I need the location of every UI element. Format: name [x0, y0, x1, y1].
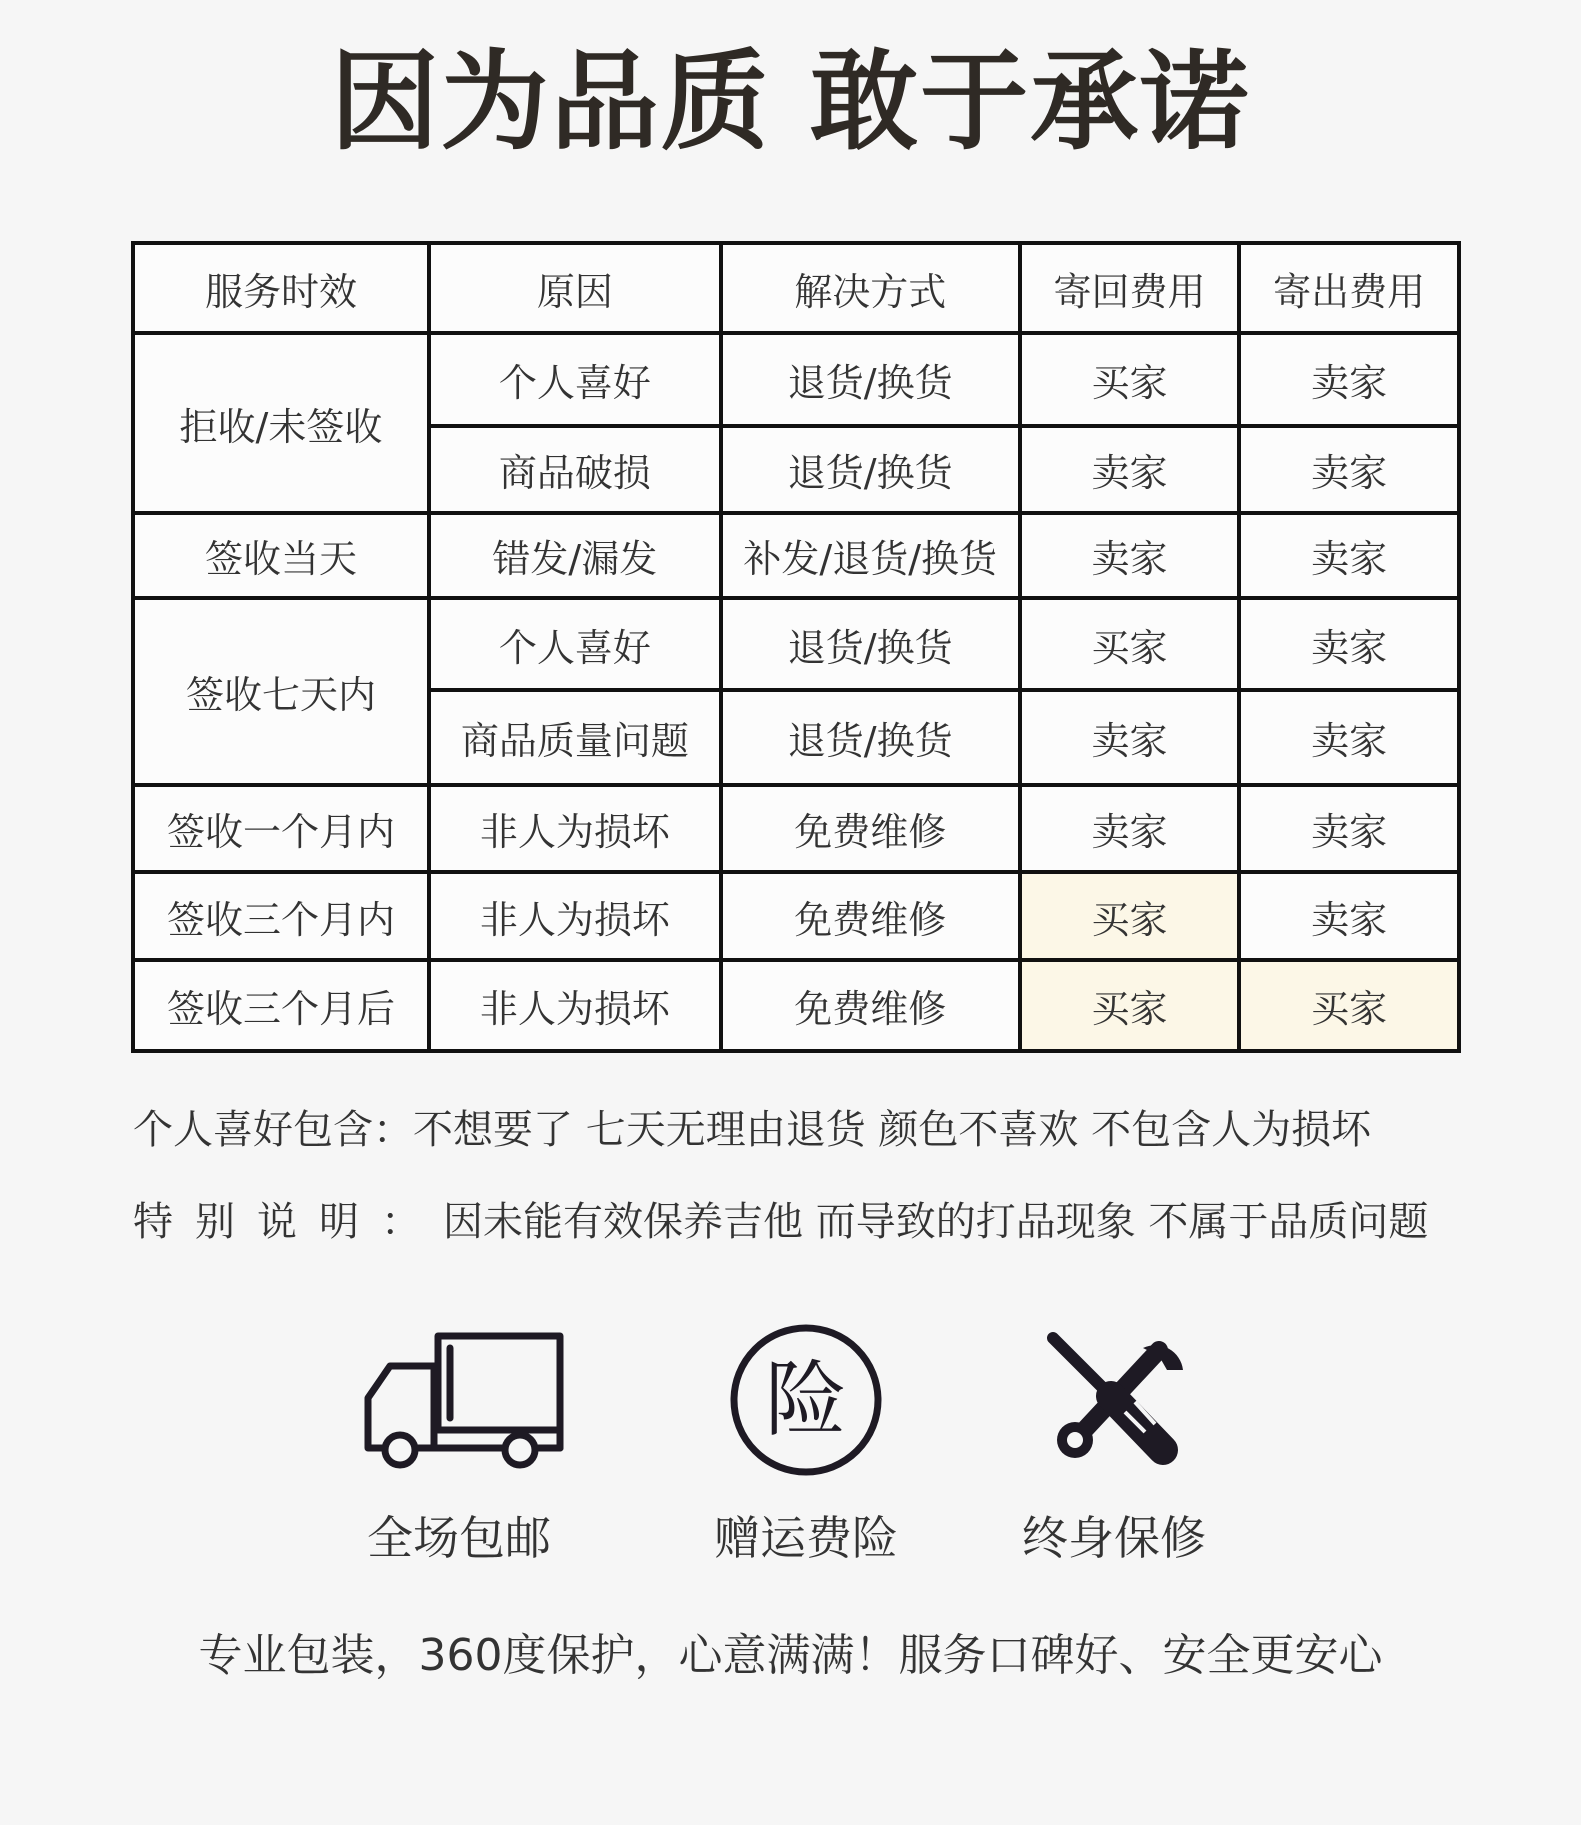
header-reason: 原因 — [429, 243, 721, 333]
feature-label: 终身保修 — [1022, 1511, 1206, 1565]
reason-cell: 错发/漏发 — [429, 513, 721, 598]
reason-cell: 非人为损坏 — [429, 960, 721, 1051]
reason-cell: 个人喜好 — [429, 333, 721, 426]
send-fee-cell-highlighted: 买家 — [1239, 960, 1459, 1051]
period-cell: 签收三个月内 — [133, 872, 429, 960]
special-note-text: 因未能有效保养吉他 而导致的打品现象 不属于品质问题 — [443, 1199, 1429, 1245]
table-row — [133, 872, 1459, 960]
header-send-fee: 寄出费用 — [1239, 243, 1459, 333]
period-cell: 拒收/未签收 — [133, 333, 429, 513]
feature-shipping-insurance — [656, 1320, 956, 1566]
solution-cell: 退货/换货 — [721, 333, 1020, 426]
header-period: 服务时效 — [133, 243, 429, 333]
send-fee-cell: 卖家 — [1239, 513, 1459, 598]
header-return-fee: 寄回费用 — [1020, 243, 1240, 333]
personal-preference-note: 个人喜好包含：不想要了 七天无理由退货 颜色不喜欢 不包含人为损坏 — [133, 1107, 1372, 1153]
reason-cell: 个人喜好 — [429, 598, 721, 690]
service-policy-table — [131, 241, 1461, 1053]
insurance-icon — [656, 1320, 956, 1480]
solution-cell: 退货/换货 — [721, 690, 1020, 785]
return-fee-cell: 买家 — [1020, 333, 1240, 426]
special-note — [133, 1197, 1428, 1247]
feature-free-shipping — [309, 1320, 609, 1566]
send-fee-cell: 卖家 — [1239, 785, 1459, 872]
solution-cell: 退货/换货 — [721, 426, 1020, 513]
reason-cell: 非人为损坏 — [429, 785, 721, 872]
special-note-label: 特别说明： — [133, 1199, 443, 1245]
page-title: 因为品质 敢于承诺 — [330, 40, 1251, 165]
table-header-row — [133, 243, 1459, 333]
solution-cell: 补发/退货/换货 — [721, 513, 1020, 598]
solution-cell: 免费维修 — [721, 872, 1020, 960]
feature-lifetime-warranty — [964, 1320, 1264, 1566]
reason-cell: 商品破损 — [429, 426, 721, 513]
tools-icon — [964, 1320, 1264, 1480]
solution-cell: 免费维修 — [721, 785, 1020, 872]
period-cell: 签收三个月后 — [133, 960, 429, 1051]
send-fee-cell: 卖家 — [1239, 426, 1459, 513]
feature-label: 全场包邮 — [367, 1511, 551, 1565]
period-cell: 签收七天内 — [133, 598, 429, 785]
slogan: 专业包装，360度保护，心意满满！服务口碑好、安全更安心 — [198, 1630, 1383, 1681]
insurance-glyph: 险 — [764, 1353, 848, 1448]
header-solution: 解决方式 — [721, 243, 1020, 333]
send-fee-cell: 卖家 — [1239, 598, 1459, 690]
solution-cell: 免费维修 — [721, 960, 1020, 1051]
return-fee-cell: 卖家 — [1020, 785, 1240, 872]
return-fee-cell: 卖家 — [1020, 426, 1240, 513]
table-row — [133, 333, 1459, 426]
send-fee-cell: 卖家 — [1239, 872, 1459, 960]
return-fee-cell: 买家 — [1020, 598, 1240, 690]
reason-cell: 商品质量问题 — [429, 690, 721, 785]
return-fee-cell: 卖家 — [1020, 513, 1240, 598]
solution-cell: 退货/换货 — [721, 598, 1020, 690]
return-fee-cell-highlighted: 买家 — [1020, 872, 1240, 960]
return-fee-cell-highlighted: 买家 — [1020, 960, 1240, 1051]
period-cell: 签收一个月内 — [133, 785, 429, 872]
return-fee-cell: 卖家 — [1020, 690, 1240, 785]
period-cell: 签收当天 — [133, 513, 429, 598]
truck-icon — [309, 1320, 609, 1480]
feature-label: 赠运费险 — [714, 1511, 898, 1565]
table-row — [133, 513, 1459, 598]
table-row — [133, 598, 1459, 690]
table-row — [133, 785, 1459, 872]
send-fee-cell: 卖家 — [1239, 690, 1459, 785]
reason-cell: 非人为损坏 — [429, 872, 721, 960]
send-fee-cell: 卖家 — [1239, 333, 1459, 426]
table-row — [133, 960, 1459, 1051]
